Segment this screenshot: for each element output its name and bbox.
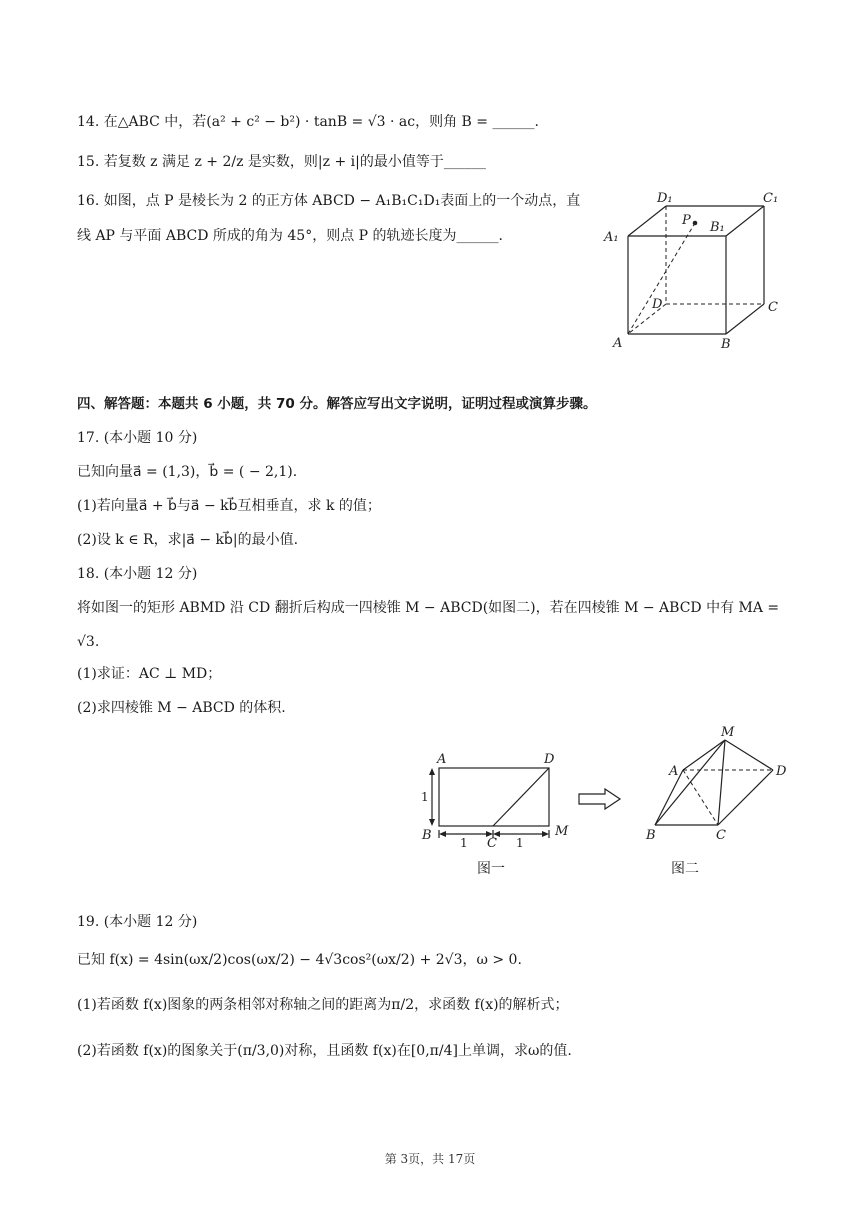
- question-18-part-1: (1)求证：AC ⊥ MD；: [77, 666, 222, 682]
- question-15: 15. 若复数 z 满足 z + 2/z 是实数，则|z + i|的最小值等于______: [77, 154, 486, 170]
- right-arrow-icon: [578, 788, 622, 810]
- section-4-heading: 四、解答题：本题共 6 小题，共 70 分。解答应写出文字说明，证明过程或演算步骤。: [77, 396, 597, 412]
- fig2-label-a: A: [669, 764, 679, 779]
- cube-label-p: P: [682, 213, 691, 228]
- question-19-given: 已知 f(x) = 4sin(ωx/2)cos(ωx/2) − 4√3cos²(ωx/2) + 2√3，ω > 0.: [77, 952, 522, 968]
- question-19-header: 19. (本小题 12 分): [77, 914, 198, 930]
- question-16-line-2: 线 AP 与平面 ABCD 所成的角为 45°，则点 P 的轨迹长度为______.: [77, 228, 503, 244]
- fig1-dimension-side: 1: [421, 790, 429, 804]
- question-16-line-1: 16. 如图，点 P 是棱长为 2 的正方体 ABCD − A₁B₁C₁D₁表面上的一个动点，直: [77, 193, 581, 209]
- fig1-dimension-cm: 1: [516, 836, 524, 848]
- figure-2-caption: 图二: [671, 861, 699, 877]
- fig1-label-c: C: [487, 836, 497, 848]
- cube-label-d1: D₁: [657, 191, 673, 206]
- figure-1-caption: 图一: [477, 861, 505, 877]
- cube-label-b: B: [721, 337, 731, 352]
- fig2-label-d: D: [776, 764, 787, 779]
- cube-label-d: D: [652, 297, 663, 312]
- cube-label-a1: A₁: [604, 230, 619, 245]
- fig2-label-b: B: [646, 828, 656, 843]
- cube-label-b1: B₁: [710, 220, 725, 235]
- fig2-label-c: C: [716, 828, 726, 843]
- fig1-label-a: A: [437, 752, 447, 767]
- question-18-line-2: √3.: [77, 634, 100, 650]
- figure-2-pyramid: [640, 720, 800, 850]
- question-17-part-1: (1)若向量a⃗ + b⃗与a⃗ − kb⃗互相垂直，求 k 的值；: [77, 498, 381, 514]
- question-17-header: 17. (本小题 10 分): [77, 430, 198, 446]
- page-footer: 第 3页，共 17页: [384, 1152, 476, 1166]
- fig2-label-m: M: [721, 725, 735, 740]
- cube-label-c: C: [768, 300, 778, 315]
- cube-label-a: A: [613, 336, 623, 351]
- cube-label-c1: C₁: [763, 191, 779, 206]
- question-19-part-2: (2)若函数 f(x)的图象关于(π/3,0)对称，且函数 f(x)在[0,π/4]上单调，求ω的值.: [77, 1043, 572, 1059]
- question-19-part-1: (1)若函数 f(x)图象的两条相邻对称轴之间的距离为π/2，求函数 f(x)的解析式；: [77, 997, 569, 1013]
- fig1-label-d: D: [544, 752, 555, 767]
- question-17-part-2: (2)设 k ∈ R，求|a⃗ − kb⃗|的最小值.: [77, 532, 299, 548]
- question-18-line-1: 将如图一的矩形 ABMD 沿 CD 翻折后构成一四棱锥 M − ABCD(如图二)，若在四棱锥 M − ABCD 中有 MA =: [77, 600, 780, 616]
- question-18-part-2: (2)求四棱锥 M − ABCD 的体积.: [77, 700, 286, 716]
- question-18-header: 18. (本小题 12 分): [77, 566, 198, 582]
- cube-figure: [600, 186, 790, 356]
- question-14: 14. 在△ABC 中，若(a² + c² − b²) · tanB = √3 · ac，则角 B = ______.: [77, 114, 539, 130]
- figure-1-rectangle: [415, 748, 580, 848]
- question-17-given: 已知向量a⃗ = (1,3)，b⃗ = ( − 2,1).: [77, 464, 298, 480]
- fig1-label-b: B: [422, 828, 432, 843]
- fig1-dimension-bc: 1: [460, 836, 468, 848]
- fig1-label-m: M: [555, 824, 569, 839]
